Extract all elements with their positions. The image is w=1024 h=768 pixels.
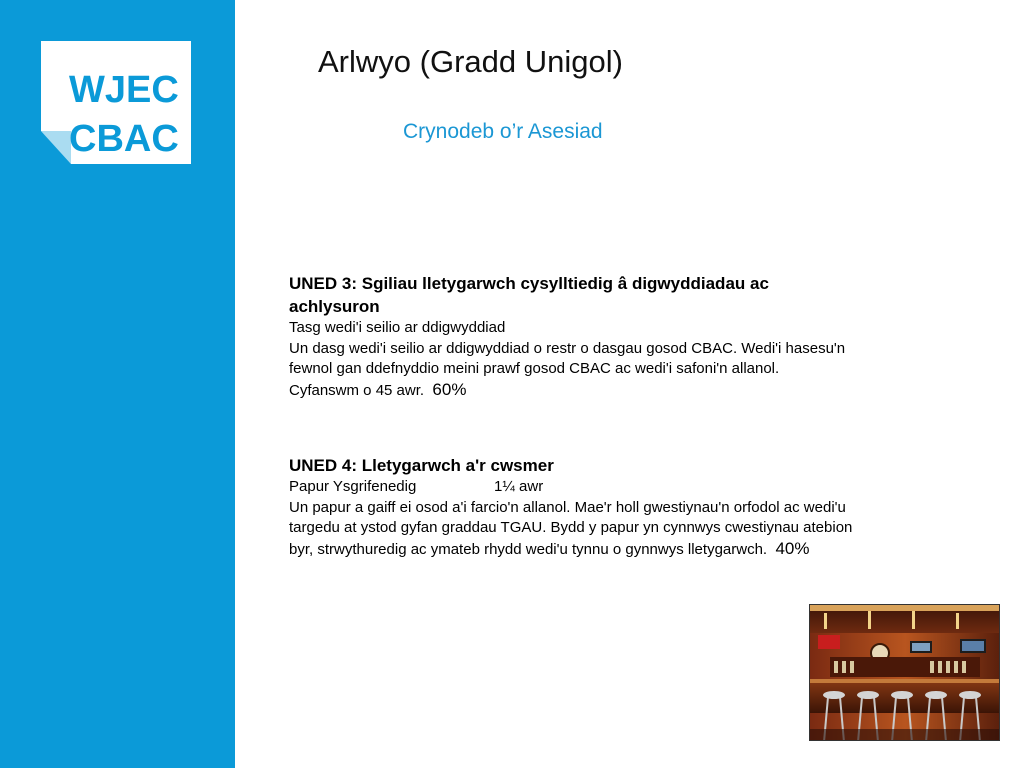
unit-3-section bbox=[289, 272, 949, 401]
unit-3-heading-line1: UNED 3: Sgiliau lletygarwch cysylltiedig â digwyddiadau ac bbox=[289, 274, 769, 293]
unit-4-weight: 40% bbox=[775, 538, 810, 558]
page-title: Arlwyo (Gradd Unigol) bbox=[318, 44, 623, 79]
unit-4-desc-line1: Un papur a gaiff ei osod a'i farcio'n allanol. Mae'r holl gwestiynau'n orfodol ac wedi'u bbox=[289, 498, 846, 516]
sidebar-panel bbox=[0, 0, 235, 768]
unit-4-desc-row3 bbox=[289, 539, 949, 561]
unit-4-duration: 1¼ awr bbox=[494, 478, 544, 495]
page-subtitle: Crynodeb o’r Asesiad bbox=[403, 120, 603, 143]
logo-text-wjec: WJEC bbox=[69, 69, 179, 111]
unit-4-desc-line2: targedu at ystod gyfan graddau TGAU. Bydd y papur yn cynnwys cwestiynau atebion bbox=[289, 519, 853, 536]
wjec-cbac-logo-icon bbox=[41, 41, 191, 164]
logo-text-cbac: CBAC bbox=[69, 118, 179, 160]
unit-3-task: Tasg wedi'i seilio ar ddigwyddiad bbox=[289, 319, 506, 336]
unit-4-desc-line3: byr, strwythuredig ac ymateb rhydd wedi'u tynnu o gynnwys lletygarwch. bbox=[289, 540, 768, 558]
unit-4-paper: Papur Ysgrifenedig bbox=[289, 478, 417, 495]
unit-4-paper-row bbox=[289, 477, 949, 498]
unit-4-heading: UNED 4: Lletygarwch a'r cwsmer bbox=[289, 456, 554, 475]
unit-3-desc-line1: Un dasg wedi'i seilio ar ddigwyddiad o restr o dasgau gosod CBAC. Wedi'i hasesu'n bbox=[289, 339, 846, 357]
unit-3-heading-line2: achlysuron bbox=[289, 297, 380, 316]
unit-3-total-row bbox=[289, 380, 949, 402]
unit-3-desc-line2: fewnol gan ddefnyddio meini prawf gosod CBAC ac wedi'i safoni'n allanol. bbox=[289, 360, 780, 377]
restaurant-bar-photo bbox=[809, 604, 1000, 741]
unit-4-section bbox=[289, 454, 949, 560]
unit-3-weight: 60% bbox=[432, 379, 467, 399]
unit-3-total: Cyfanswm o 45 awr. bbox=[289, 381, 425, 399]
